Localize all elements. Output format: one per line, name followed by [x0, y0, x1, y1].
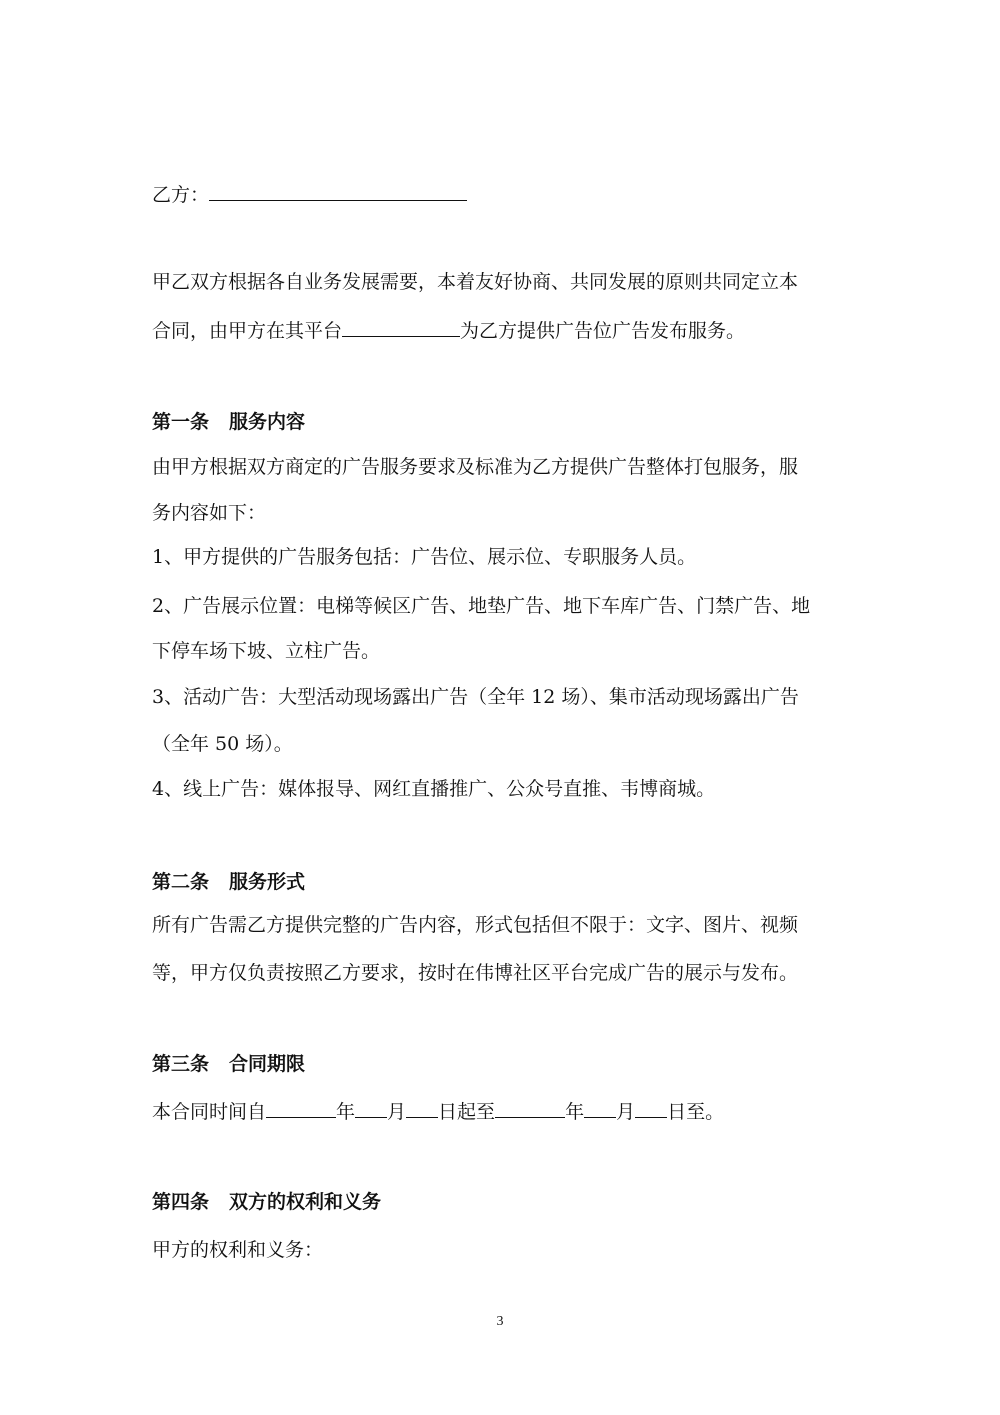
start-month-blank[interactable]	[355, 1099, 387, 1118]
article-3-heading	[152, 1052, 305, 1076]
article-1-item-2-line-2: 下停车场下坡、立柱广告。	[152, 640, 381, 662]
start-day-label: 日起至	[438, 1101, 496, 1123]
article-2-line-1: 所有广告需乙方提供完整的广告内容，形式包括但不限于：文字、图片、视频	[152, 914, 799, 936]
end-day-label: 日至。	[667, 1101, 725, 1123]
intro-text-a: 合同，由甲方在其平台	[152, 320, 343, 342]
article-2-number: 第二条	[152, 871, 210, 893]
contract-term-line	[152, 1099, 724, 1124]
term-text-start: 本合同时间自	[152, 1101, 267, 1123]
party-b-blank[interactable]	[209, 182, 467, 201]
party-b-line	[152, 182, 467, 207]
article-3-number: 第三条	[152, 1053, 210, 1075]
article-1-item-3-line-1: 3、活动广告：大型活动现场露出广告（全年 12 场）、集市活动现场露出广告	[152, 686, 799, 708]
intro-line-1: 甲乙双方根据各自业务发展需要，本着友好协商、共同发展的原则共同定立本	[152, 271, 799, 293]
article-3-title: 合同期限	[229, 1053, 306, 1075]
article-1-item-3-line-2: （全年 50 场）。	[152, 733, 293, 755]
end-year-label: 年	[565, 1101, 585, 1123]
article-2-heading	[152, 870, 305, 894]
article-1-item-2-line-1: 2、广告展示位置：电梯等候区广告、地垫广告、地下车库广告、门禁广告、地	[152, 595, 811, 617]
platform-blank[interactable]	[342, 318, 460, 337]
article-4-line-1: 甲方的权利和义务：	[152, 1239, 324, 1261]
intro-line-2	[152, 318, 745, 343]
end-year-blank[interactable]	[495, 1099, 565, 1118]
start-year-blank[interactable]	[266, 1099, 336, 1118]
end-month-label: 月	[616, 1101, 636, 1123]
article-4-number: 第四条	[152, 1191, 210, 1213]
intro-text-b: 为乙方提供广告位广告发布服务。	[460, 320, 746, 342]
party-b-label: 乙方：	[152, 184, 210, 206]
page-number: 3	[496, 1314, 504, 1329]
article-4-title: 双方的权利和义务	[229, 1191, 382, 1213]
article-2-line-2: 等，甲方仅负责按照乙方要求，按时在伟博社区平台完成广告的展示与发布。	[152, 962, 799, 984]
article-1-title: 服务内容	[229, 411, 306, 433]
article-1-line-2: 务内容如下：	[152, 502, 267, 524]
start-day-blank[interactable]	[406, 1099, 438, 1118]
article-1-heading	[152, 410, 305, 434]
article-1-number: 第一条	[152, 411, 210, 433]
article-1-item-4: 4、线上广告：媒体报导、网红直播推广、公众号直推、韦博商城。	[152, 778, 716, 800]
article-4-heading	[152, 1190, 381, 1214]
article-1-line-1: 由甲方根据双方商定的广告服务要求及标准为乙方提供广告整体打包服务，服	[152, 456, 799, 478]
end-day-blank[interactable]	[635, 1099, 667, 1118]
start-month-label: 月	[387, 1101, 407, 1123]
article-2-title: 服务形式	[229, 871, 306, 893]
start-year-label: 年	[336, 1101, 356, 1123]
article-1-item-1: 1、甲方提供的广告服务包括：广告位、展示位、专职服务人员。	[152, 546, 697, 568]
end-month-blank[interactable]	[584, 1099, 616, 1118]
